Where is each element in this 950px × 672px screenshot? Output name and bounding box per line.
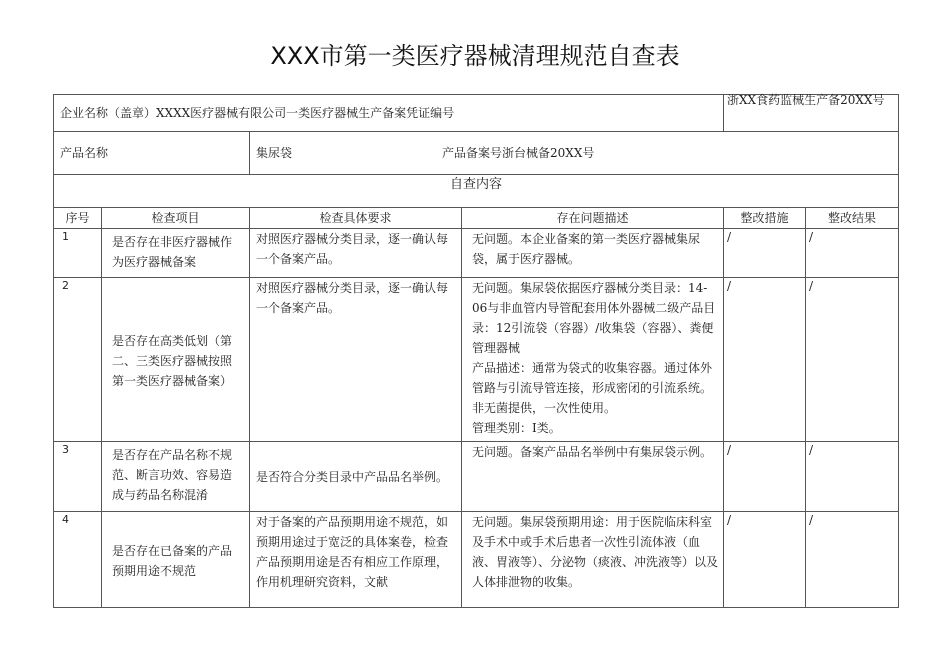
- col-header-requirement: 检查具体要求: [250, 208, 462, 229]
- cert-number: 浙XX食药监械生产备20XX号: [724, 95, 899, 132]
- col-header-result: 整改结果: [806, 208, 899, 229]
- rectify-measure: /: [724, 229, 806, 278]
- product-registration: 产品备案号浙台械备20XX号: [442, 146, 595, 160]
- rectify-result: /: [806, 512, 899, 608]
- check-item: 是否存在产品名称不规范、断言功效、容易造成与药品名称混淆: [102, 442, 250, 512]
- row-number: 3: [54, 442, 102, 512]
- issue-description: [462, 512, 724, 608]
- check-requirement: 对照医疗器械分类目录，逐一确认每一个备案产品。: [250, 229, 462, 278]
- product-info-cell: [250, 132, 899, 175]
- col-header-measure: 整改措施: [724, 208, 806, 229]
- check-requirement: 对照医疗器械分类目录，逐一确认每一个备案产品。: [250, 278, 462, 442]
- self-check-table: [53, 94, 899, 608]
- col-header-item: 检查项目: [102, 208, 250, 229]
- issue-description: [462, 278, 724, 442]
- check-item: 是否存在非医疗器械作为医疗器械备案: [102, 229, 250, 278]
- row-number: 4: [54, 512, 102, 608]
- table-row: [54, 278, 899, 442]
- rectify-result: /: [806, 442, 899, 512]
- section-title: 自查内容: [54, 175, 899, 208]
- issue-description: [462, 229, 724, 278]
- col-header-no: 序号: [54, 208, 102, 229]
- description-line: 无问题。备案产品品名举例中有集尿袋示例。: [472, 445, 713, 459]
- check-item: 是否存在已备案的产品预期用途不规范: [102, 512, 250, 608]
- product-name: 集尿袋: [256, 146, 293, 160]
- row-number: 1: [54, 229, 102, 278]
- check-requirement: 对于备案的产品预期用途不规范，如预期用途过于宽泛的具体案卷，检查产品预期用途是否有相应工作原理，作用机理研究资料，文献: [250, 512, 462, 608]
- header-row: [54, 208, 899, 229]
- description-line: 无问题。本企业备案的第一类医疗器械集尿袋，属于医疗器械。: [472, 232, 701, 266]
- product-label: 产品名称: [60, 146, 109, 160]
- rectify-result: /: [806, 229, 899, 278]
- product-label-cell: [54, 132, 250, 175]
- section-row: [54, 175, 899, 208]
- rectify-measure: /: [724, 278, 806, 442]
- table-row: [54, 442, 899, 512]
- product-row: [54, 132, 899, 175]
- check-item: 是否存在高类低划（第二、三类医疗器械按照第一类医疗器械备案）: [102, 278, 250, 442]
- rectify-measure: /: [724, 442, 806, 512]
- row-number: 2: [54, 278, 102, 442]
- description-line: 无问题。集尿袋依据医疗器械分类目录：14-06与非血管内导管配套用体外器械二级产品目录：12引流袋（容器）/收集袋（容器）、粪便管理器械: [472, 281, 716, 355]
- issue-description: [462, 442, 724, 512]
- rectify-measure: /: [724, 512, 806, 608]
- col-header-description: 存在问题描述: [462, 208, 724, 229]
- check-requirement: 是否符合分类目录中产品品名举例。: [250, 442, 462, 512]
- page-title: XXX市第一类医疗器械清理规范自查表: [270, 42, 680, 70]
- table-row: [54, 229, 899, 278]
- table-row: [54, 512, 899, 608]
- company-row: [54, 95, 899, 132]
- description-line: 管理类别：I类。: [472, 421, 561, 435]
- description-line: 产品描述：通常为袋式的收集容器。通过体外管路与引流导管连接，形成密闭的引流系统。非无菌提供，一次性使用。: [472, 361, 713, 415]
- rectify-result: /: [806, 278, 899, 442]
- description-line: 无问题。集尿袋预期用途：用于医院临床科室及手术中或手术后患者一次性引流体液（血液、胃液等）、分泌物（痰液、冲洗液等）以及人体排泄物的收集。: [472, 515, 719, 589]
- company-label: 企业名称（盖章）XXXX医疗器械有限公司一类医疗器械生产备案凭证编号: [54, 95, 724, 132]
